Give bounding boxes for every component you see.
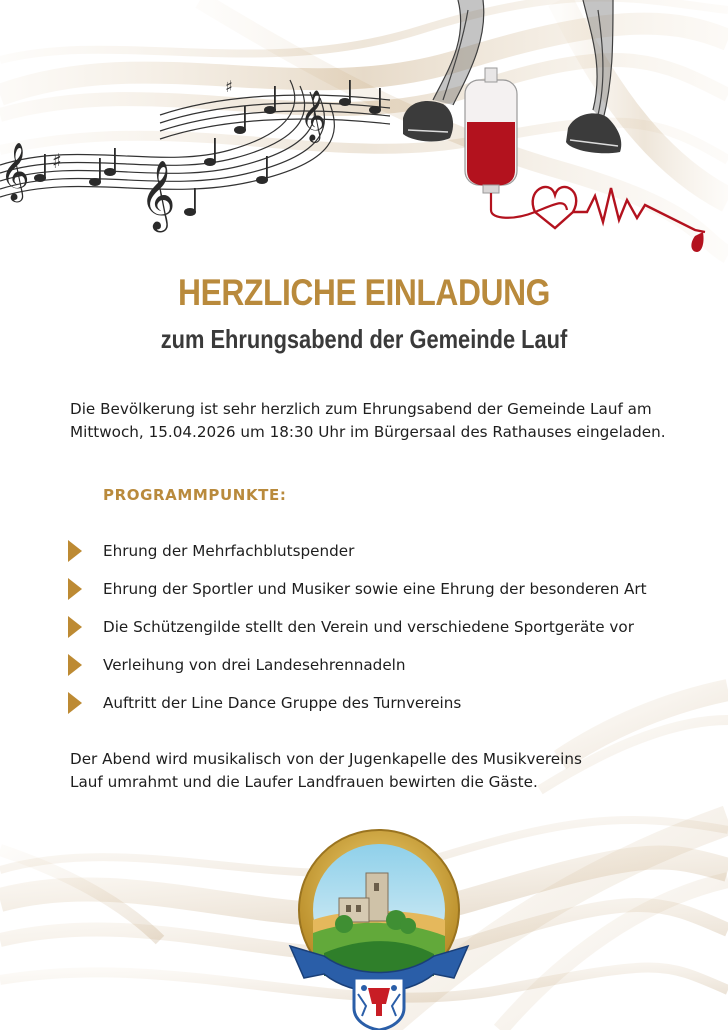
list-item (68, 684, 688, 722)
list-item (68, 570, 688, 608)
intro-line: Die Bevölkerung ist sehr herzlich zum Ehrungsabend der Gemeinde Lauf am (70, 400, 652, 418)
closing-line: Der Abend wird musikalisch von der Jugenkapelle des Musikvereins (70, 750, 582, 768)
list-item (68, 608, 688, 646)
intro-paragraph (70, 398, 680, 444)
svg-text:𝄞: 𝄞 (140, 160, 176, 230)
program-list (68, 532, 688, 722)
intro-line: Mittwoch, 15.04.2026 um 18:30 Uhr im Bürgersaal des Rathauses eingeladen. (70, 423, 666, 441)
svg-text:𝄞: 𝄞 (0, 142, 30, 200)
list-item (68, 532, 688, 570)
triangle-bullet-icon (68, 616, 82, 638)
list-item-text: Ehrung der Mehrfachblutspender (103, 542, 355, 560)
triangle-bullet-icon (68, 578, 82, 600)
triangle-bullet-icon (68, 654, 82, 676)
list-item-text: Die Schützengilde stellt den Verein und verschiedene Sportgeräte vor (103, 618, 634, 636)
svg-text:𝄞: 𝄞 (300, 90, 327, 141)
list-item (68, 646, 688, 684)
page-title: HERZLICHE EINLADUNG (178, 272, 550, 313)
closing-line: Lauf umrahmt und die Laufer Landfrauen bewirten die Gäste. (70, 773, 538, 791)
municipal-crest-emblem (284, 828, 474, 1030)
svg-text:♯: ♯ (225, 77, 233, 96)
triangle-bullet-icon (68, 540, 82, 562)
svg-text:♯: ♯ (52, 149, 62, 173)
list-item-text: Ehrung der Sportler und Musiker sowie eine Ehrung der besonderen Art (103, 580, 647, 598)
closing-paragraph (70, 748, 630, 794)
list-item-text: Auftritt der Line Dance Gruppe des Turnvereins (103, 694, 462, 712)
page-subtitle: zum Ehrungsabend der Gemeinde Lauf (160, 324, 568, 354)
triangle-bullet-icon (68, 692, 82, 714)
program-heading: PROGRAMMPUNKTE: (103, 486, 287, 504)
list-item-text: Verleihung von drei Landesehrennadeln (103, 656, 406, 674)
